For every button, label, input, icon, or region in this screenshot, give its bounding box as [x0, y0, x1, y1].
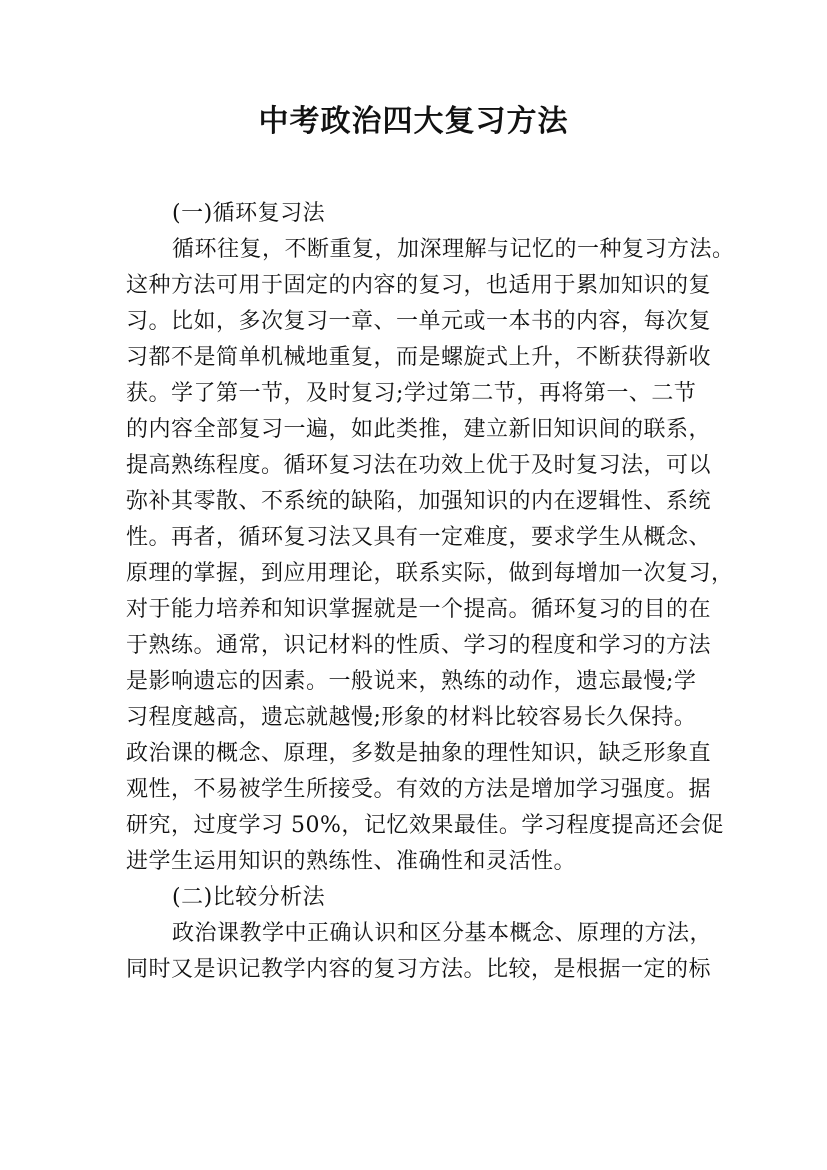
text-line: 这种方法可用于固定的内容的复习，也适用于累加知识的复 [126, 273, 712, 298]
text-line: (二)比较分析法 [172, 885, 326, 910]
text-line: 获。学了第一节，及时复习;学过第二节，再将第一、二节 [126, 381, 697, 406]
text-line: 于熟练。通常，识记材料的性质、学习的程度和学习的方法 [126, 633, 712, 658]
text-line: 同时又是识记教学内容的复习方法。比较，是根据一定的标 [126, 957, 712, 982]
text-line: 是影响遗忘的因素。一般说来，熟练的动作，遗忘最慢;学 [126, 669, 697, 694]
text-line: 观性，不易被学生所接受。有效的方法是增加学习强度。据 [126, 777, 712, 802]
text-line: 循环往复，不断重复，加深理解与记忆的一种复习方法。 [172, 237, 735, 262]
text-line: 习程度越高，遗忘就越慢;形象的材料比较容易长久保持。 [126, 705, 697, 730]
text-line: 对于能力培养和知识掌握就是一个提高。循环复习的目的在 [126, 597, 712, 622]
text-line: 原理的掌握，到应用理论，联系实际，做到每增加一次复习， [126, 561, 734, 586]
document-title: 中考政治四大复习方法 [258, 104, 569, 139]
text-line: (一)循环复习法 [172, 201, 326, 226]
text-line: 习。比如，多次复习一章、一单元或一本书的内容，每次复 [126, 309, 712, 334]
text-line: 政治课教学中正确认识和区分基本概念、原理的方法， [172, 921, 713, 946]
text-line: 性。再者，循环复习法又具有一定难度，要求学生从概念、 [126, 525, 712, 550]
text-line: 提高熟练程度。循环复习法在功效上优于及时复习法，可以 [126, 453, 712, 478]
text-line: 的内容全部复习一遍，如此类推，建立新旧知识间的联系， [126, 417, 712, 442]
text-line: 研究，过度学习 50%，记忆效果最佳。学习程度提高还会促 [126, 813, 724, 838]
text-line: 弥补其零散、不系统的缺陷，加强知识的内在逻辑性、系统 [126, 489, 712, 514]
text-line: 进学生运用知识的熟练性、准确性和灵活性。 [126, 849, 577, 874]
document-body [126, 196, 735, 988]
text-line: 习都不是简单机械地重复，而是螺旋式上升，不断获得新收 [126, 345, 712, 370]
text-line: 政治课的概念、原理，多数是抽象的理性知识，缺乏形象直 [126, 741, 712, 766]
